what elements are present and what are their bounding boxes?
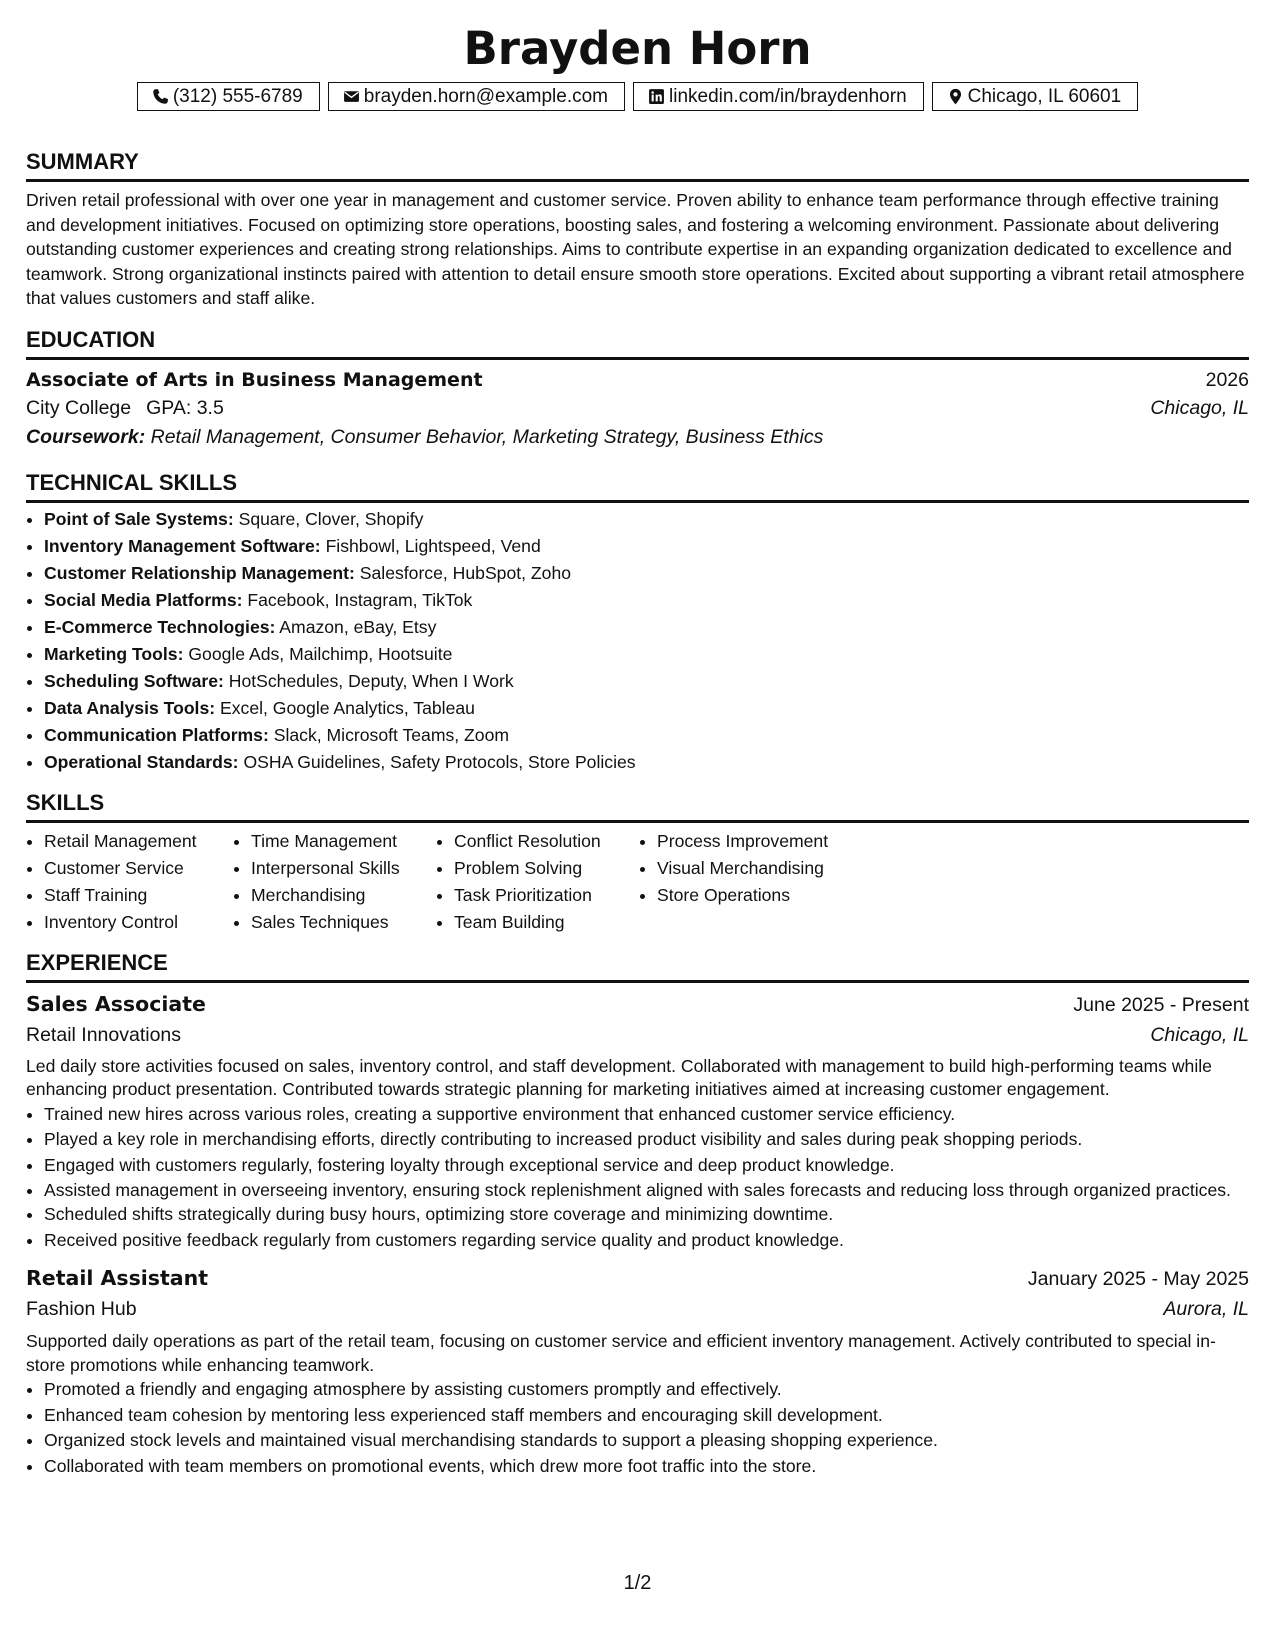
skill-values: Fishbowl, Lightspeed, Vend xyxy=(325,535,541,556)
list-item xyxy=(44,695,1249,722)
job-summary: Supported daily operations as part of the retail team, focusing on customer service and efficient inventory management. Actively contributed to special in-store promotions while enhancing teamwork. xyxy=(26,1331,1216,1375)
contact-phone[interactable] xyxy=(137,82,320,111)
map-pin-icon xyxy=(947,88,964,105)
job-dates: June 2025 - Present xyxy=(1073,993,1249,1016)
candidate-name: Brayden Horn xyxy=(463,22,812,75)
job-title: Sales Associate xyxy=(26,991,206,1016)
list-item xyxy=(44,560,1249,587)
list-item xyxy=(44,587,1249,614)
skill-category: Scheduling Software: xyxy=(44,670,224,691)
company-name: Retail Innovations xyxy=(26,1023,182,1046)
list-item: • Received positive feedback regularly from customers regarding service quality and product knowledge. xyxy=(44,1228,1249,1254)
skill-values: Amazon, eBay, Etsy xyxy=(279,616,437,637)
experience-heading: EXPERIENCE xyxy=(26,950,1249,983)
location-text: Chicago, IL 60601 xyxy=(967,85,1122,107)
list-item: • Customer Service xyxy=(44,855,233,882)
coursework xyxy=(26,423,1249,452)
list-item: • Visual Merchandising xyxy=(657,855,897,882)
summary-heading: SUMMARY xyxy=(26,149,1249,182)
skill-values: Square, Clover, Shopify xyxy=(238,508,424,529)
skills-grid xyxy=(26,828,1249,936)
education-heading: EDUCATION xyxy=(26,327,1249,360)
list-item: • Scheduled shifts strategically during busy hours, optimizing store coverage and minimizing downtime. xyxy=(44,1202,1249,1228)
graduation-year: 2026 xyxy=(1205,368,1249,391)
skill-category: Data Analysis Tools: xyxy=(44,697,216,718)
skill-category: Communication Platforms: xyxy=(44,724,269,745)
coursework-list: Retail Management, Consumer Behavior, Marketing Strategy, Business Ethics xyxy=(150,425,824,448)
job-location: Chicago, IL xyxy=(1150,1023,1249,1046)
job-title: Retail Assistant xyxy=(26,1266,209,1290)
technical-skills-heading: TECHNICAL SKILLS xyxy=(26,470,1249,503)
technical-skills-list xyxy=(26,506,1249,776)
education-entry xyxy=(26,366,1249,452)
job-location: Aurora, IL xyxy=(1163,1298,1249,1320)
list-item: • Collaborated with team members on promotional events, which drew more foot traffic into the store. xyxy=(44,1454,1249,1480)
envelope-icon xyxy=(343,88,360,105)
job-dates: January 2025 - May 2025 xyxy=(1027,1268,1249,1290)
list-item: • Played a key role in merchandising efforts, directly contributing to increased product visibility and sales during peak shopping periods. xyxy=(44,1127,1249,1153)
skill-category: Marketing Tools: xyxy=(44,643,184,664)
skill-values: Excel, Google Analytics, Tableau xyxy=(219,697,475,718)
coursework-label: Coursework: xyxy=(26,425,146,448)
gpa: GPA: 3.5 xyxy=(146,396,224,419)
skills-heading: SKILLS xyxy=(26,790,1249,823)
job-entry xyxy=(26,1263,1249,1479)
list-item xyxy=(44,506,1249,533)
skill-category: E-Commerce Technologies: xyxy=(44,616,276,637)
list-item xyxy=(44,533,1249,560)
list-item: • Merchandising xyxy=(251,882,436,909)
list-item: • Problem Solving xyxy=(454,855,639,882)
phone-text: (312) 555-6789 xyxy=(172,85,303,107)
list-item: • Assisted management in overseeing inventory, ensuring stock replenishment aligned with sales forecasts and reducing loss through organized practices. xyxy=(44,1178,1249,1202)
list-item: • Trained new hires across various roles, creating a supportive environment that enhanced customer service efficiency. xyxy=(44,1102,1249,1128)
list-item xyxy=(44,641,1249,668)
list-item: • Enhanced team cohesion by mentoring less experienced staff members and encouraging skill development. xyxy=(44,1403,1249,1429)
list-item: • Sales Techniques xyxy=(251,909,436,936)
job-bullets xyxy=(26,1102,1249,1254)
list-item: • Engaged with customers regularly, fostering loyalty through exceptional service and deep product knowledge. xyxy=(44,1153,1249,1179)
job-bullets xyxy=(26,1377,1249,1479)
school-location: Chicago, IL xyxy=(1150,396,1249,419)
list-item: • Inventory Control xyxy=(44,909,233,936)
list-item: • Retail Management xyxy=(44,828,233,855)
list-item: • Interpersonal Skills xyxy=(251,855,436,882)
summary-text: Driven retail professional with over one year in management and customer service. Proven ability to enhance team performance through effective training and development initiatives. Focused on optimizing store operations, boosting sales, and fostering a welcoming environment. Passionate about delivering outstanding customer experiences and creating strong relationships. Aims to contribute expertise in an expanding organization dedicated to excellence and teamwork. Strong organizational instincts paired with attention to detail ensure smooth store operations. Excited about supporting a vibrant retail atmosphere that values customers and staff alike. xyxy=(26,190,1245,308)
job-entry xyxy=(26,989,1249,1254)
list-item: • Staff Training xyxy=(44,882,233,909)
list-item: • Task Prioritization xyxy=(454,882,639,909)
company-name: Fashion Hub xyxy=(26,1298,137,1320)
list-item xyxy=(44,749,1249,776)
phone-icon xyxy=(152,88,169,105)
page-number: 1/2 xyxy=(623,1572,652,1594)
list-item: • Conflict Resolution xyxy=(454,828,639,855)
contact-bar xyxy=(26,82,1249,111)
skills-column xyxy=(233,828,436,936)
skill-values: Salesforce, HubSpot, Zoho xyxy=(359,562,572,583)
degree-name: Associate of Arts in Business Management xyxy=(26,368,483,391)
skills-column xyxy=(26,828,233,936)
linkedin-text: linkedin.com/in/braydenhorn xyxy=(669,85,907,107)
school-name: City College xyxy=(26,396,132,419)
contact-email[interactable] xyxy=(328,82,625,111)
list-item: • Promoted a friendly and engaging atmosphere by assisting customers promptly and effectively. xyxy=(44,1377,1249,1403)
skill-category: Customer Relationship Management: xyxy=(44,562,355,583)
list-item xyxy=(44,668,1249,695)
linkedin-icon xyxy=(648,88,665,105)
skill-category: Point of Sale Systems: xyxy=(44,508,234,529)
list-item: • Process Improvement xyxy=(657,828,897,855)
skill-values: OSHA Guidelines, Safety Protocols, Store Policies xyxy=(243,751,636,772)
list-item xyxy=(44,722,1249,749)
skill-category: Operational Standards: xyxy=(44,751,239,772)
skills-column xyxy=(639,828,897,936)
list-item: • Store Operations xyxy=(657,882,897,909)
contact-location[interactable] xyxy=(932,82,1139,111)
skills-column xyxy=(436,828,639,936)
contact-linkedin[interactable] xyxy=(633,82,924,111)
list-item: • Organized stock levels and maintained visual merchandising standards to support a pleasing shopping experience. xyxy=(44,1428,1249,1454)
skill-values: Google Ads, Mailchimp, Hootsuite xyxy=(188,643,453,664)
skill-values: Slack, Microsoft Teams, Zoom xyxy=(273,724,510,745)
email-text: brayden.horn@example.com xyxy=(363,85,608,107)
skill-values: HotSchedules, Deputy, When I Work xyxy=(228,670,514,691)
skill-category: Inventory Management Software: xyxy=(44,535,321,556)
skill-values: Facebook, Instagram, TikTok xyxy=(247,589,473,610)
list-item: • Team Building xyxy=(454,909,639,936)
skill-category: Social Media Platforms: xyxy=(44,589,243,610)
list-item xyxy=(44,614,1249,641)
job-summary: Led daily store activities focused on sales, inventory control, and staff development. Collaborated with management to build high-performing teams while enhancing product presentation. Contributed towards strategic planning for marketing initiatives aimed at increasing customer engagement. xyxy=(26,1055,1212,1099)
list-item: • Time Management xyxy=(251,828,436,855)
